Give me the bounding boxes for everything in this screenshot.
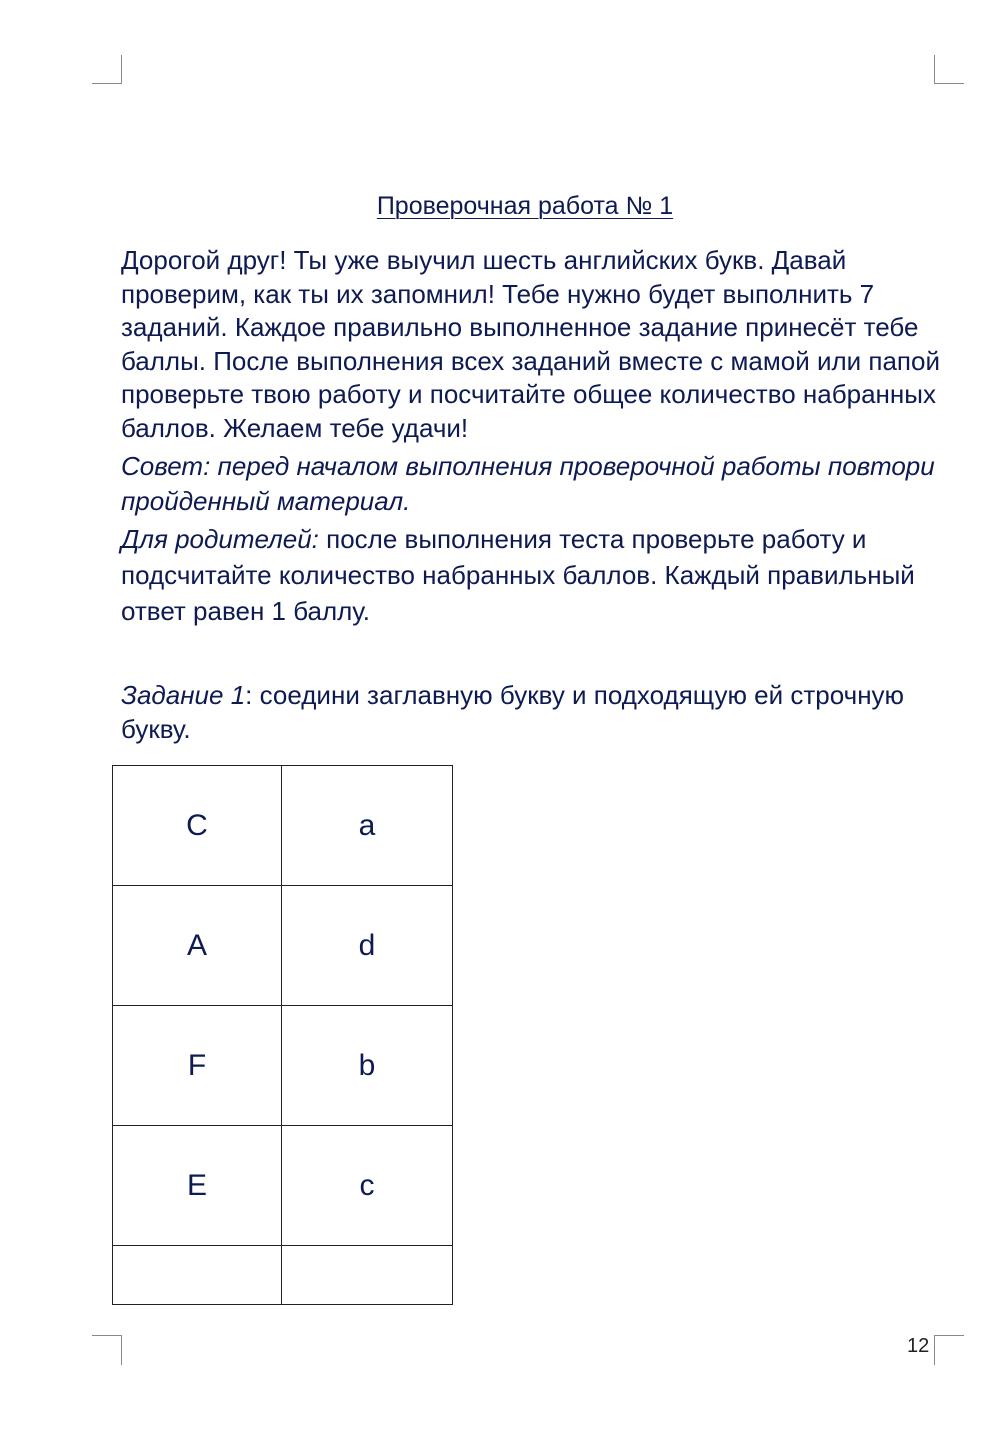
crop-mark-top-right-v (934, 55, 935, 84)
uppercase-letter-cell[interactable]: A (113, 886, 282, 1006)
parents-text: после выполнения теста проверьте работу и подсчитайте количество набранных баллов. Каждый правильный ответ равен 1 баллу. (121, 524, 915, 626)
parents-label: Для родителей: (121, 524, 319, 554)
page-number: 12 (907, 1335, 930, 1357)
advice-paragraph: Совет: перед началом выполнения проверочной работы повтори пройденный материал. (121, 451, 935, 516)
lowercase-letter-cell[interactable]: b (282, 1006, 453, 1126)
lowercase-letter-cell[interactable]: a (282, 766, 453, 886)
parents-paragraph (121, 521, 941, 629)
empty-cell (113, 1246, 282, 1305)
crop-mark-bottom-left-v (121, 1335, 122, 1365)
uppercase-letter-cell[interactable]: C (113, 766, 282, 886)
page-title: Проверочная работа № 1 (376, 192, 674, 220)
table-row (113, 1126, 453, 1246)
letter-matching-table (112, 765, 453, 1305)
task-1-label: Задание 1 (121, 680, 246, 710)
task-1-instruction (121, 679, 941, 746)
empty-cell (282, 1246, 453, 1305)
intro-paragraph: Дорогой друг! Ты уже выучил шесть английских букв. Давай проверим, как ты их запомнил! Тебе нужно будет выполнить 7 заданий. Каждое правильно выполненное задание принесёт тебе баллы. После выполнения всех заданий вместе с мамой или папой проверьте твою работу и посчитайте общее количество набранных баллов. Желаем тебе удачи! (121, 245, 940, 443)
crop-mark-top-left-v (121, 55, 122, 84)
uppercase-letter-cell[interactable]: F (113, 1006, 282, 1126)
lowercase-letter-cell[interactable]: d (282, 886, 453, 1006)
crop-mark-bottom-right-h (934, 1335, 964, 1336)
crop-mark-bottom-left-h (92, 1335, 122, 1336)
uppercase-letter-cell[interactable]: E (113, 1126, 282, 1246)
table-row-empty (113, 1246, 453, 1305)
table-row (113, 766, 453, 886)
table-row (113, 1006, 453, 1126)
lowercase-letter-cell[interactable]: c (282, 1126, 453, 1246)
crop-mark-top-left-h (92, 83, 122, 84)
task-1-text: : соедини заглавную букву и подходящую ей строчную букву. (121, 680, 905, 744)
crop-mark-top-right-h (934, 83, 964, 84)
table-row (113, 886, 453, 1006)
crop-mark-bottom-right-v (934, 1335, 935, 1365)
